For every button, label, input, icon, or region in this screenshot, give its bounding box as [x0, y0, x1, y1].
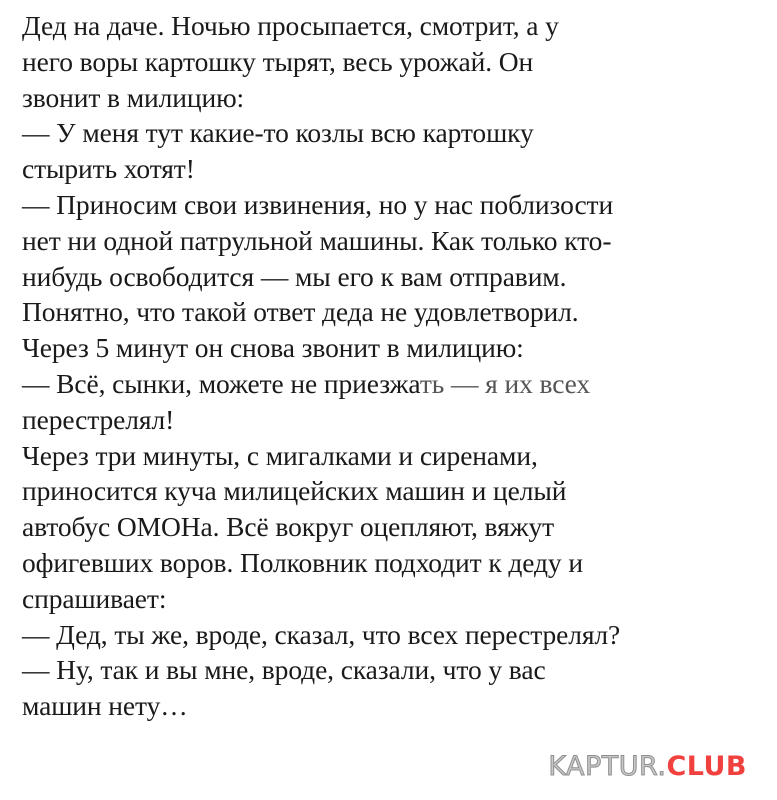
joke-line: машин нету…	[22, 690, 188, 722]
joke-line-faded-part: ть — я их всех	[419, 367, 591, 399]
joke-line: перестрелял!	[22, 403, 175, 435]
joke-line: Дед на даче. Ночью просыпается, смотрит, а у	[22, 10, 559, 41]
joke-line: — Приносим свои извинения, но у нас поблизости	[22, 188, 614, 220]
watermark-left: KAPTUR.	[548, 751, 667, 782]
joke-line: Понятно, что такой ответ деда не удовлетворил.	[22, 296, 579, 328]
joke-line: спрашивает:	[22, 582, 167, 614]
joke-line: нет ни одной патрульной машины. Как только кто-	[22, 224, 612, 256]
joke-line	[22, 366, 772, 402]
watermark-right: CLUB	[666, 751, 747, 782]
joke-line: — У меня тут какие-то козлы всю картошку	[22, 117, 534, 149]
joke-line: Через три минуты, с мигалками и сиренами,	[22, 439, 538, 471]
joke-line-part: — Всё, сынки, можете не приезжа	[22, 367, 420, 399]
joke-line: автобус ОМОНа. Всё вокруг оцепляют, вяжут	[22, 511, 555, 543]
joke-line: стырить хотят!	[22, 153, 195, 185]
joke-text	[22, 8, 772, 724]
joke-line: Через 5 минут он снова звонит в милицию:	[22, 332, 524, 364]
joke-line: звонит в милицию:	[22, 81, 245, 113]
joke-line: — Дед, ты же, вроде, сказал, что всех перестрелял?	[22, 618, 621, 650]
joke-line: — Ну, так и вы мне, вроде, сказали, что у вас	[22, 654, 546, 686]
site-watermark	[548, 751, 747, 782]
joke-line: приносится куча милицейских машин и целый	[22, 475, 567, 507]
joke-line: офигевших воров. Полковник подходит к деду и	[22, 546, 583, 578]
joke-line: него воры картошку тырят, весь урожай. Он	[22, 45, 534, 77]
joke-line: нибудь освободится — мы его к вам отправим.	[22, 260, 567, 292]
